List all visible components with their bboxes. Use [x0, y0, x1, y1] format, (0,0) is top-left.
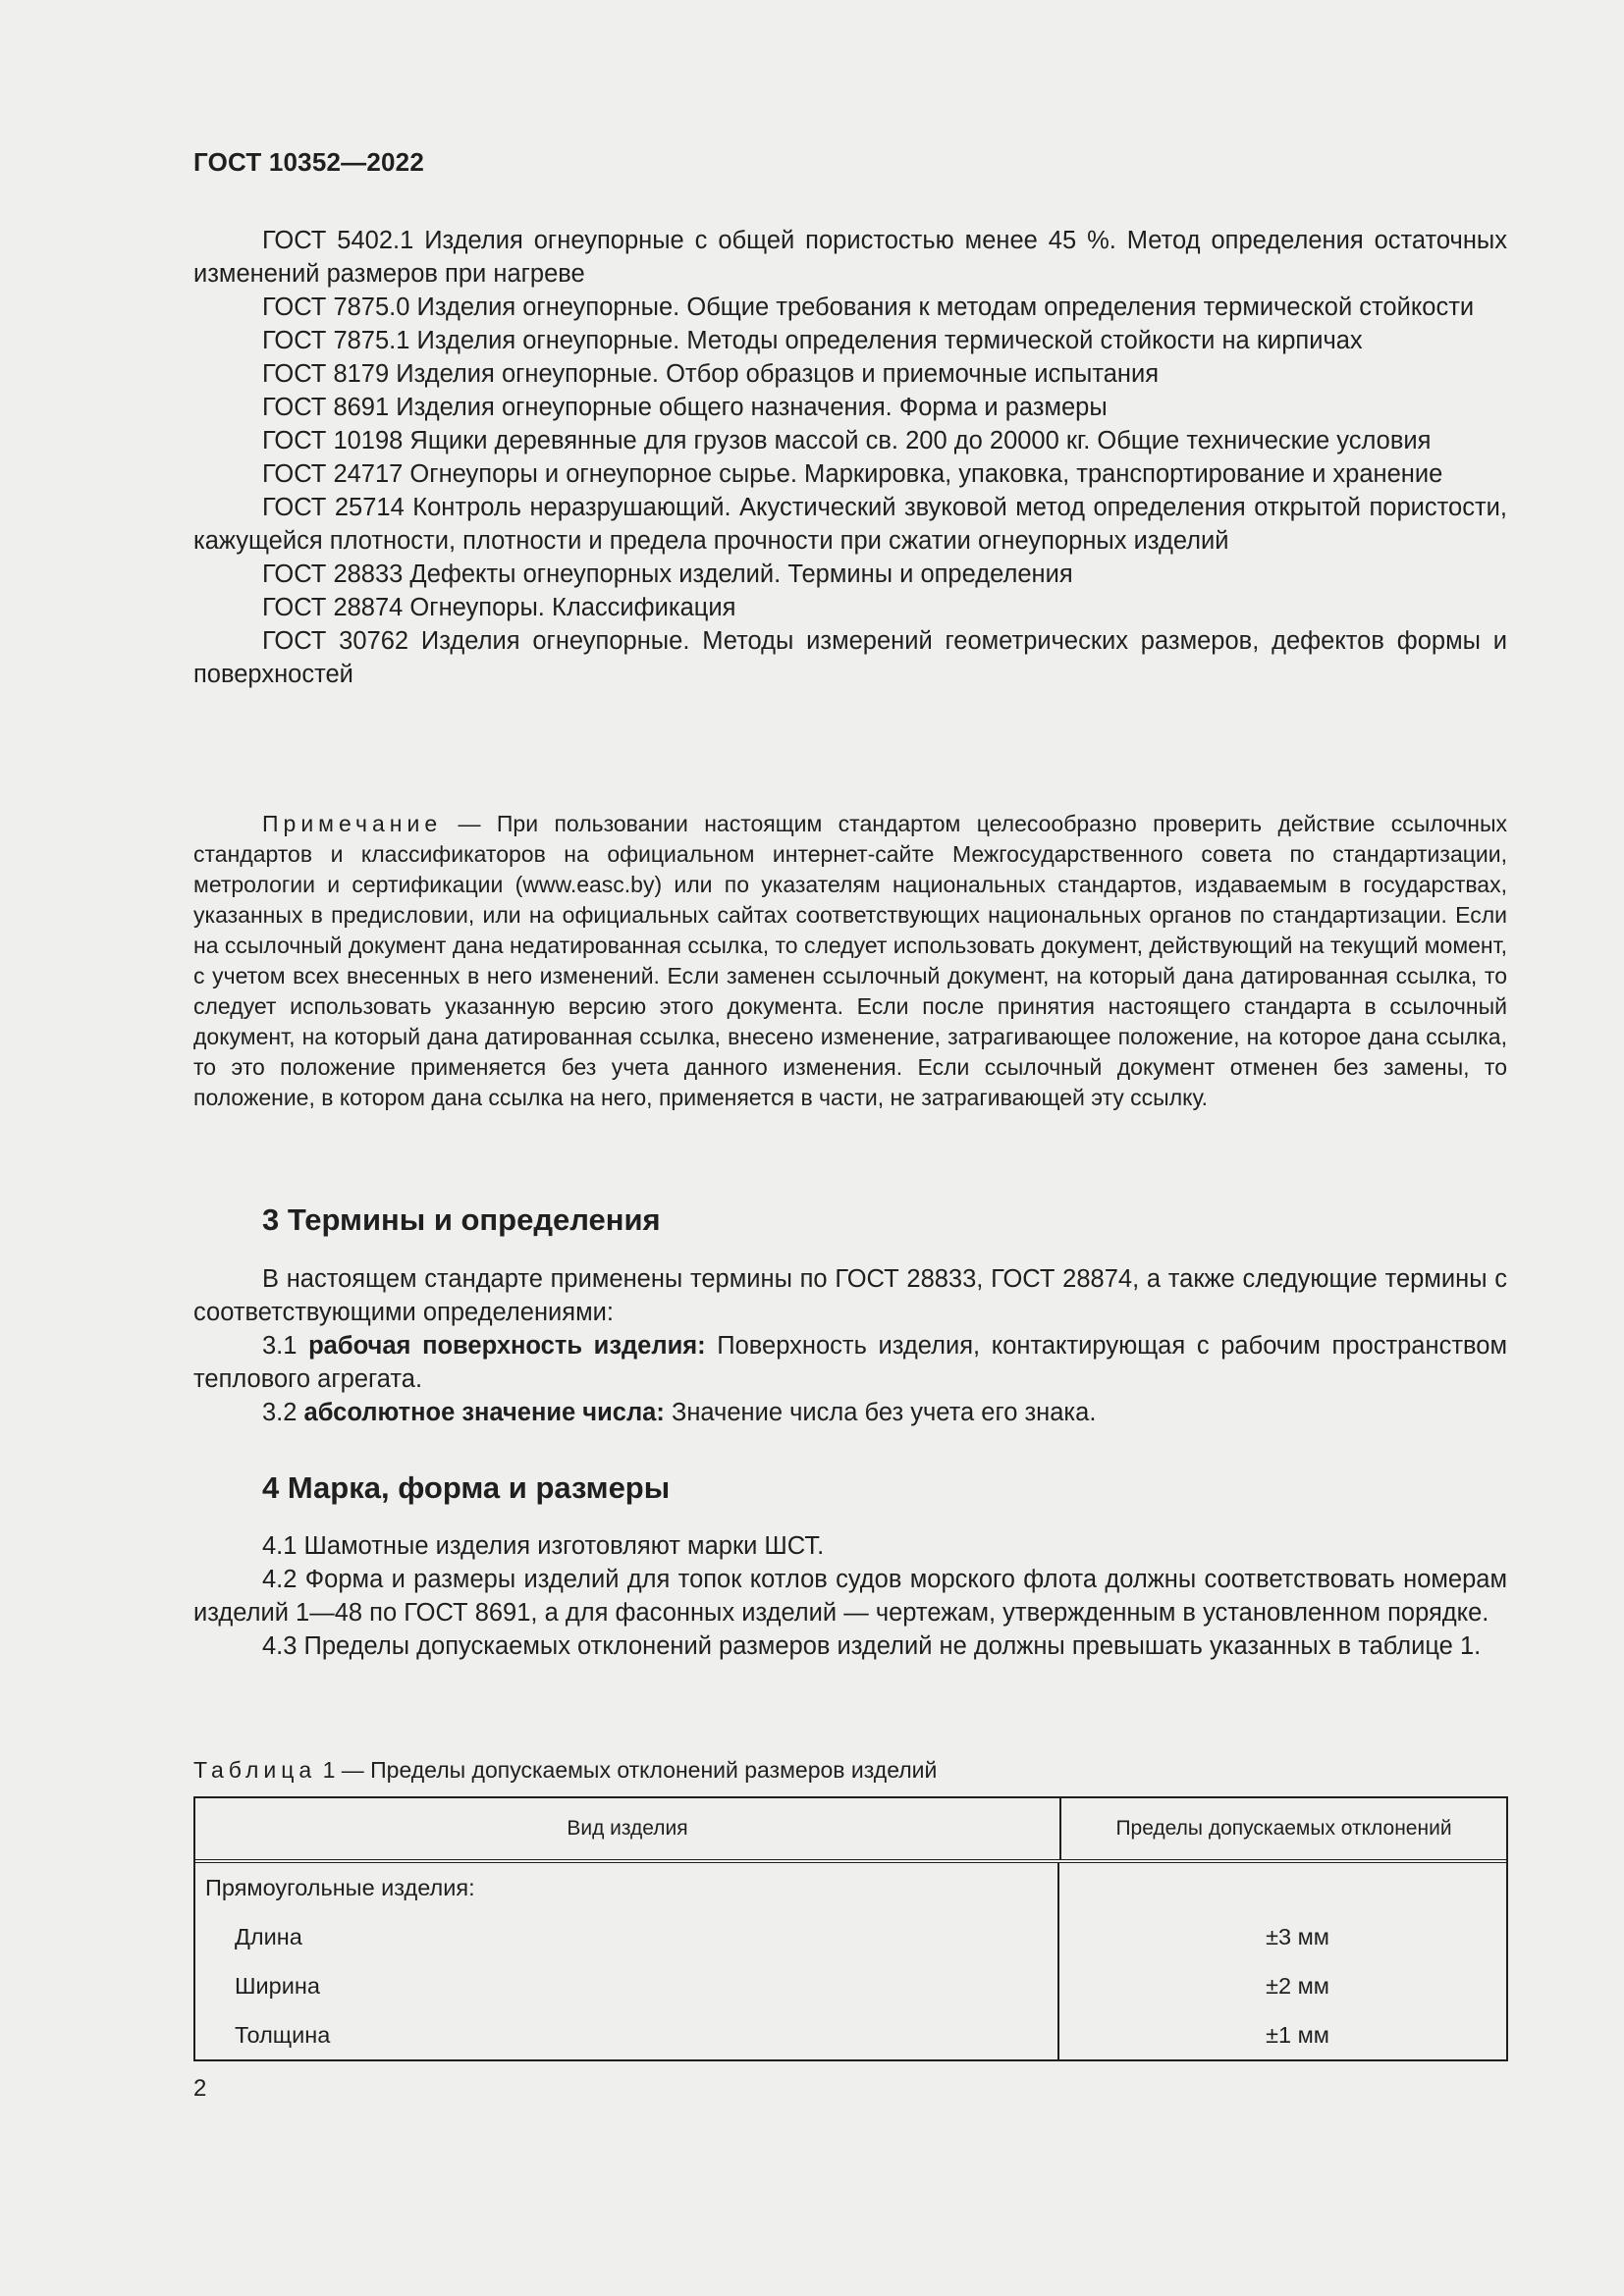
section-3-heading: 3 Термины и определения	[262, 1202, 661, 1237]
section-4-heading: 4 Марка, форма и размеры	[262, 1470, 671, 1505]
note-text: — При пользовании настоящим стандартом целесообразно проверить действие ссылочных стандартов и классификаторов на официальном интернет-сайте Межгосударственного совета по стандартизации, метрологии и сертификации (www.easc.by) или по указателям национальных стандартов, издаваемым в государствах, указанных в предисловии, или на официальных сайтах соответствующих национальных органов по стандартизации. Если на ссылочный документ дана недатированная ссылка, то следует использовать документ, действующий на текущий момент, с учетом всех внесенных в него изменений. Если заменен ссылочный документ, на который дана датированная ссылка, то следует использовать указанную версию этого документа. Если после принятия настоящего стандарта в ссылочный документ, на который дана датированная ссылка, внесено изменение, затрагивающее положение, на которое дана ссылка, то это положение применяется без учета данного изменения. Если ссылочный документ отменен без замены, то положение, в котором дана ссылка на него, применяется в части, не затрагивающей эту ссылку.	[193, 811, 1507, 1110]
table-cell	[1059, 1863, 1506, 1912]
table-cell-value: ±1 мм	[1266, 2021, 1329, 2048]
table-row	[195, 1961, 1506, 2010]
reference-item: ГОСТ 10198 Ящики деревянные для грузов массой св. 200 до 20000 кг. Общие технические условия	[262, 427, 1432, 454]
table-group-label: Прямоугольные изделия:	[195, 1863, 1059, 1912]
note-paragraph	[193, 809, 1507, 1113]
section-3-body	[193, 1262, 1507, 1429]
page-number: 2	[193, 2075, 207, 2102]
table-cell-name: Длина	[195, 1912, 1059, 1961]
tolerance-table	[193, 1796, 1508, 2061]
term-name: абсолютное значение числа:	[303, 1399, 665, 1426]
table-caption-label: Таблица	[193, 1757, 317, 1783]
reference-item: ГОСТ 7875.1 Изделия огнеупорные. Методы определения термической стойкости на кирпичах	[262, 327, 1363, 354]
reference-item: ГОСТ 30762 Изделия огнеупорные. Методы измерений геометрических размеров, дефектов формы и поверхностей	[193, 627, 1507, 688]
reference-item: ГОСТ 8179 Изделия огнеупорные. Отбор образцов и приемочные испытания	[262, 360, 1160, 388]
table-cell-value: ±3 мм	[1266, 1923, 1329, 1949]
reference-item: ГОСТ 7875.0 Изделия огнеупорные. Общие требования к методам определения термической стойкости	[262, 294, 1475, 321]
column-header: Вид изделия	[195, 1798, 1061, 1859]
table-row	[195, 1863, 1506, 1912]
term-definition: Поверхность изделия, контактирующая с рабочим пространством теплового агрегата.	[193, 1332, 1507, 1393]
document-header: ГОСТ 10352—2022	[193, 147, 424, 177]
table-cell-name: Толщина	[195, 2010, 1059, 2059]
reference-item: ГОСТ 28874 Огнеупоры. Классификация	[262, 594, 736, 621]
clause-4-1: 4.1 Шамотные изделия изготовляют марки ШСТ.	[262, 1532, 825, 1560]
table-caption-text: 1 — Пределы допускаемых отклонений размеров изделий	[322, 1757, 938, 1783]
section-4-body	[193, 1529, 1507, 1663]
reference-item: ГОСТ 25714 Контроль неразрушающий. Акустический звуковой метод определения открытой пористости, кажущейся плотности, плотности и предела прочности при сжатии огнеупорных изделий	[193, 494, 1507, 555]
term-number: 3.1	[262, 1332, 298, 1360]
clause-4-3: 4.3 Пределы допускаемых отклонений размеров изделий не должны превышать указанных в таблице 1.	[262, 1632, 1482, 1660]
reference-item: ГОСТ 8691 Изделия огнеупорные общего назначения. Форма и размеры	[262, 394, 1108, 421]
term-definition: Значение числа без учета его знака.	[671, 1399, 1097, 1426]
table-caption	[193, 1755, 937, 1785]
clause-4-2: 4.2 Форма и размеры изделий для топок котлов судов морского флота должны соответствовать номерам изделий 1—48 по ГОСТ 8691, а для фасонных изделий — чертежам, утвержденным в установленном порядке.	[193, 1566, 1507, 1627]
reference-item: ГОСТ 24717 Огнеупоры и огнеупорное сырье. Маркировка, упаковка, транспортирование и хранение	[262, 460, 1443, 488]
reference-item: ГОСТ 28833 Дефекты огнеупорных изделий. Термины и определения	[262, 561, 1073, 588]
term-3-1	[193, 1329, 1507, 1396]
term-3-2	[193, 1396, 1507, 1429]
table-row	[195, 1912, 1506, 1961]
term-name: рабочая поверхность изделия:	[308, 1332, 706, 1360]
table-header-row	[195, 1798, 1506, 1863]
reference-item: ГОСТ 5402.1 Изделия огнеупорные с общей пористостью менее 45 %. Метод определения остаточных изменений размеров при нагреве	[193, 227, 1507, 288]
normative-references	[193, 224, 1507, 691]
table-row	[195, 2010, 1506, 2059]
section-3-intro: В настоящем стандарте применены термины по ГОСТ 28833, ГОСТ 28874, а также следующие термины с соответствующими определениями:	[193, 1265, 1507, 1326]
note-label: Примечание	[262, 811, 443, 836]
table-cell-value: ±2 мм	[1266, 1972, 1329, 1999]
column-header: Пределы допускаемых отклонений	[1115, 1817, 1452, 1840]
table-cell-name: Ширина	[195, 1961, 1059, 2010]
term-number: 3.2	[262, 1399, 298, 1426]
